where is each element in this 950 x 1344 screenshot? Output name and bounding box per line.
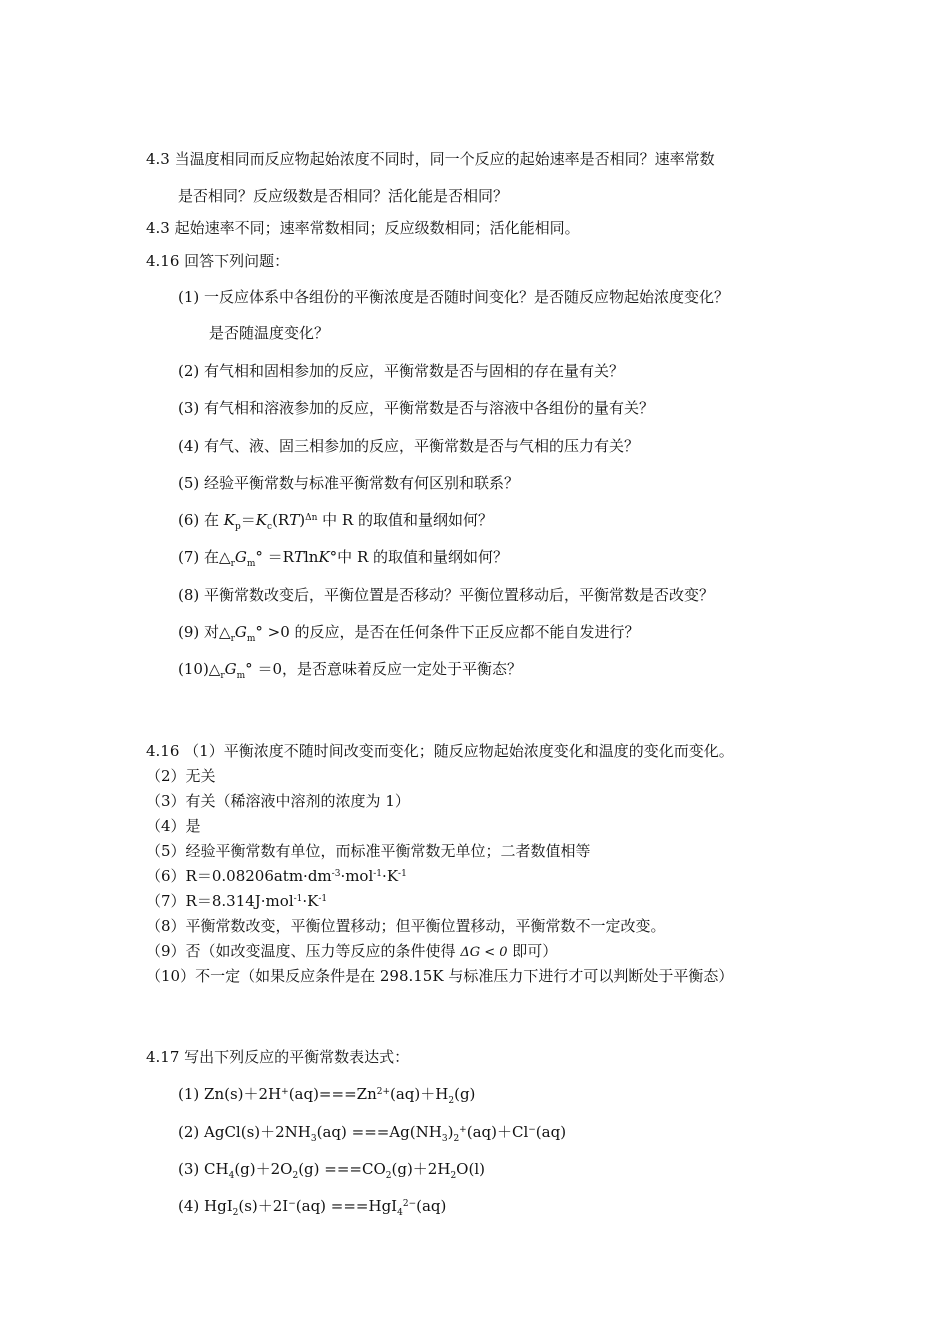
question-4-3-line-1: 4.3 当温度相同而反应物起始浓度不同时，同一个反应的起始速率是否相同？速率常数 <box>146 150 715 168</box>
question-4-16-item-1-cont: 是否随温度变化？ <box>209 324 330 342</box>
question-4-16-item-9: (9) 对$\triangle_rG_m^\circ >0$ 的反应，是否在任何条件下正反应都不能自发进行？ <box>178 623 640 644</box>
reaction-1: (1) $Zn(s)+2H^+(aq)===Zn^{2+}(aq)+H_2(g)$ <box>178 1085 476 1106</box>
question-4-16-header: 4.16 回答下列问题： <box>146 252 290 270</box>
question-4-3-line-2: 是否相同？反应级数是否相同？活化能是否相同？ <box>178 187 509 205</box>
answer-4-16-7: $(7)R=8.314J\cdot mol^{-1}\cdot K^{-1}$ <box>146 892 328 910</box>
answer-4-16-6: $(6)R=0.08206atm\cdot dm^{-3}\cdot mol^{-1}\cdot K^{-1}$ <box>146 867 407 885</box>
question-4-16-item-2: (2) 有气相和固相参加的反应，平衡常数是否与固相的存在量有关？ <box>178 362 625 380</box>
reaction-2: (2) $AgCl(s)+2NH_3(aq) ===Ag(NH_3)_2^+(aq)+Cl^-(aq)$ <box>178 1123 567 1144</box>
reaction-4: (4) HgI$_2$(s)＋2I−(aq) ===HgI$_4^{2-}$(aq) <box>178 1197 447 1218</box>
question-4-16-item-7: (7) 在$\triangle_rG_m^\circ =RTlnK^\circ$中 R 的取值和量纲如何？ <box>178 548 509 569</box>
answer-4-16-8: （8）平衡常数改变，平衡位置移动；但平衡位置移动，平衡常数不一定改变。 <box>146 917 666 935</box>
answer-4-16-9: （9）否（如改变温度、压力等反应的条件使得 ΔG < 0 即可） <box>146 942 558 960</box>
question-4-16-item-3: (3) 有气相和溶液参加的反应，平衡常数是否与溶液中各组份的量有关？ <box>178 399 655 417</box>
answer-4-16-2: （2）无关 <box>146 767 216 785</box>
answer-4-16-5: （5）经验平衡常数有单位，而标准平衡常数无单位；二者数值相等 <box>146 842 591 860</box>
answer-4-16-4: （4）是 <box>146 817 201 835</box>
answer-4-3: 4.3 起始速率不同；速率常数相同；反应级数相同；活化能相同。 <box>146 219 580 237</box>
question-4-16-item-6: (6) 在 $K_p=K_c(RT)^{\Delta n}$ 中 R 的取值和量纲如何？ <box>178 511 493 532</box>
reaction-3: (3) $CH_4(g)+2O_2(g) ===CO_2(g)+2H_2O(l)$ <box>178 1160 485 1181</box>
question-4-16-item-4: (4) 有气、液、固三相参加的反应，平衡常数是否与气相的压力有关？ <box>178 437 640 455</box>
answer-4-16-3: （3）有关（稀溶液中溶剂的浓度为 1） <box>146 792 410 810</box>
question-4-16-item-5: (5) 经验平衡常数与标准平衡常数有何区别和联系？ <box>178 474 520 492</box>
question-4-17-header: 4.17 写出下列反应的平衡常数表达式： <box>146 1048 410 1066</box>
question-4-16-item-1: (1) 一反应体系中各组份的平衡浓度是否随时间变化？是否随反应物起始浓度变化？ <box>178 288 730 306</box>
answer-4-16-10: （10）不一定（如果反应条件是在 298.15K 与标准压力下进行才可以判断处于平衡态） <box>146 967 734 985</box>
question-4-16-item-8: (8) 平衡常数改变后，平衡位置是否移动？平衡位置移动后，平衡常数是否改变？ <box>178 586 715 604</box>
answer-4-16-1: 4.16 （1）平衡浓度不随时间改变而变化；随反应物起始浓度变化和温度的变化而变化。 <box>146 742 734 760</box>
question-4-16-item-10: $(10)\triangle_rG_m^\circ =0$，是否意味着反应一定处于平衡态？ <box>178 660 522 681</box>
